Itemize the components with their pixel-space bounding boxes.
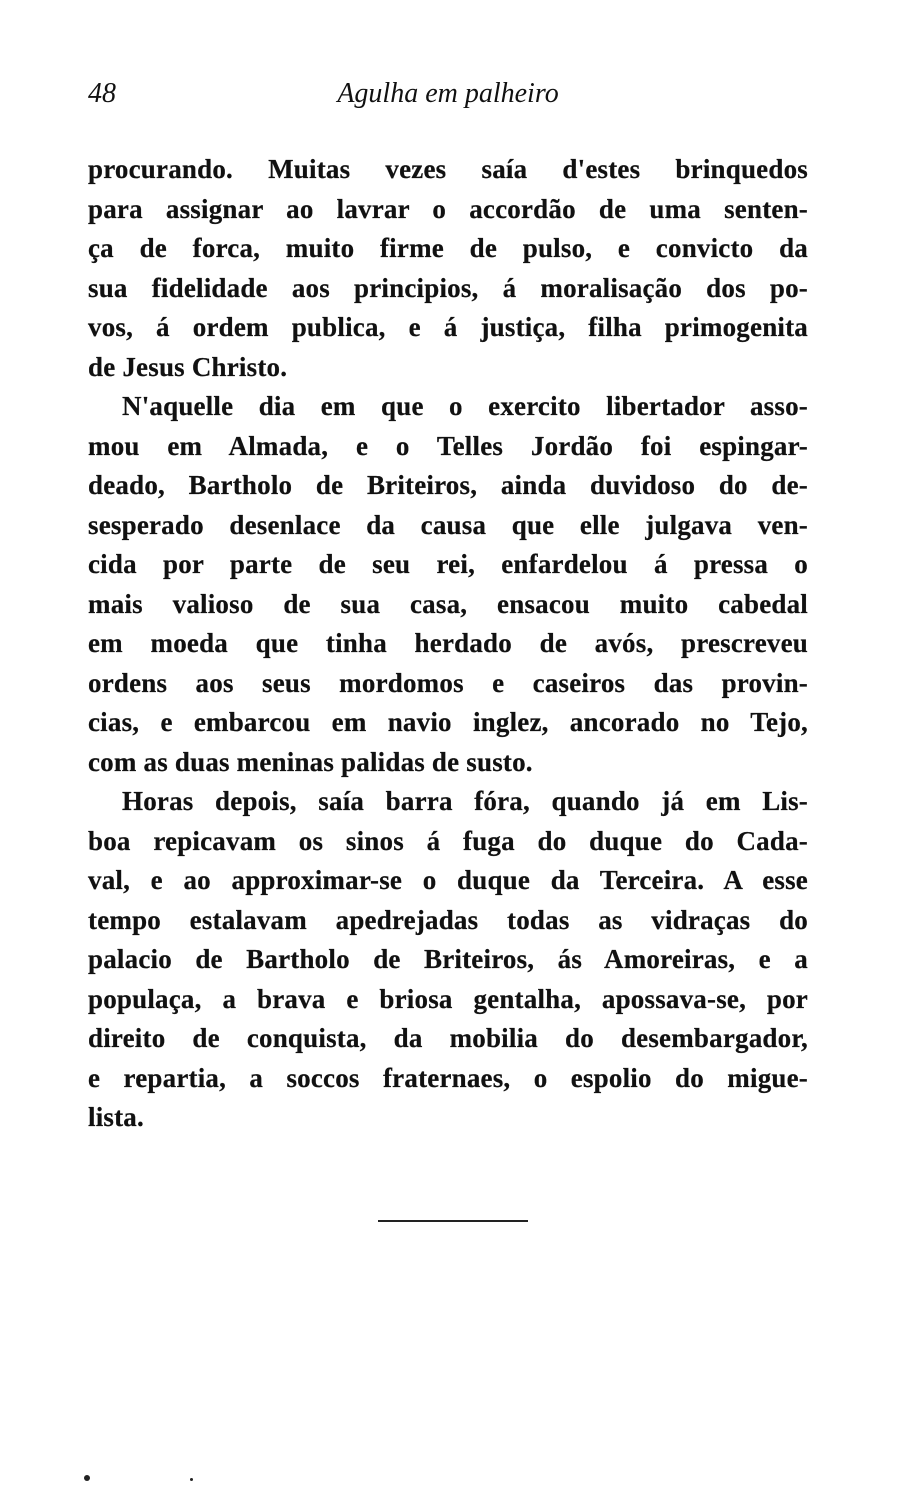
text-line: populaça, a brava e briosa gentalha, apossava-se, por — [88, 983, 808, 1014]
text-line: de Jesus Christo. — [88, 351, 288, 382]
text-line: procurando. Muitas vezes saía d'estes brinquedos — [88, 154, 808, 184]
section-end-rule — [378, 1220, 528, 1222]
text-line: com as duas meninas palidas de susto. — [88, 746, 533, 777]
scan-speck — [84, 1475, 90, 1481]
text-line: Horas depois, saía barra fóra, quando já em Lis- — [122, 786, 808, 816]
page-number: 48 — [88, 78, 116, 109]
text-line: direito de conquista, da mobilia do desembargador, — [88, 1023, 808, 1053]
text-line: val, e ao approximar-se o duque da Terceira. A esse — [88, 865, 808, 895]
text-line: para assignar ao lavrar o accordão de uma senten- — [88, 193, 808, 224]
text-line: N'aquelle dia em que o exercito libertador asso- — [122, 391, 808, 421]
text-line: mais valioso de sua casa, ensacou muito cabedal — [88, 588, 808, 619]
text-line: vos, á ordem publica, e á justiça, filha primogenita — [88, 312, 808, 342]
text-line: e repartia, a soccos fraternaes, o espolio do migue- — [88, 1062, 808, 1093]
running-header — [88, 78, 808, 118]
text-line: boa repicavam os sinos á fuga do duque do Cada- — [88, 825, 808, 856]
text-line: palacio de Bartholo de Briteiros, ás Amoreiras, e a — [88, 944, 808, 974]
text-line: em moeda que tinha herdado de avós, prescreveu — [88, 628, 808, 658]
text-line: ordens aos seus mordomos e caseiros das provin- — [88, 667, 808, 698]
running-title: Agulha em palheiro — [337, 78, 559, 109]
page-body-text — [88, 150, 808, 1138]
text-line: lista. — [88, 1102, 144, 1132]
text-line: sua fidelidade aos principios, á moralisação dos po- — [88, 272, 808, 303]
text-line: deado, Bartholo de Briteiros, ainda duvidoso do de- — [88, 470, 808, 500]
text-line: sesperado desenlace da causa que elle julgava ven- — [88, 509, 808, 540]
text-line: mou em Almada, e o Telles Jordão foi espingar- — [88, 430, 808, 461]
scan-speck — [190, 1478, 193, 1481]
text-line: cias, e embarcou em navio inglez, ancorado no Tejo, — [88, 707, 808, 737]
text-line: cida por parte de seu rei, enfardelou á pressa o — [88, 549, 808, 579]
text-line: tempo estalavam apedrejadas todas as vidraças do — [88, 904, 808, 935]
text-line: ça de forca, muito firme de pulso, e convicto da — [88, 233, 808, 263]
